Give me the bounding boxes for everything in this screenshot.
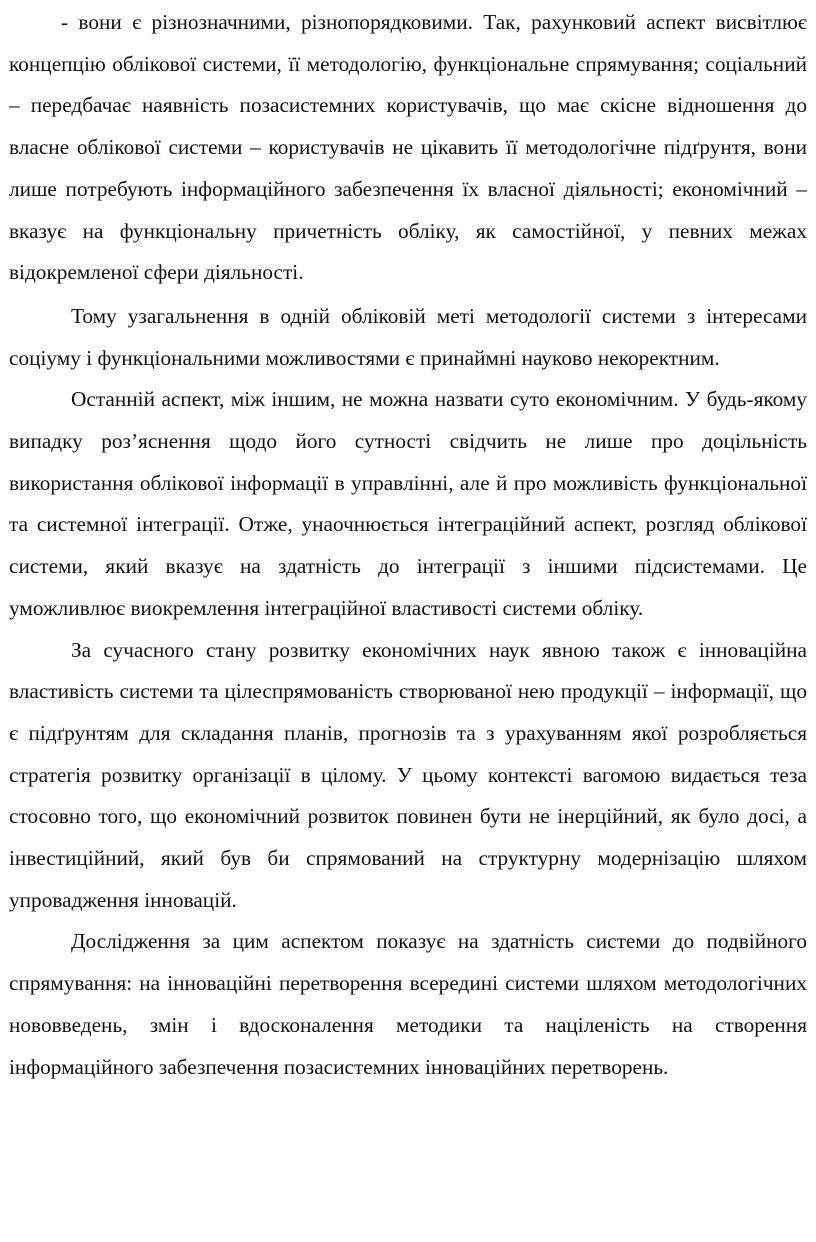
paragraph-1: - вони є різнозначними, різнопорядковими. Так, рахунковий аспект висвітлює концепцію облікової системи, її методологію, функціональне спрямування; соціальний – передбачає наявність позасистемних користувачів, що має скісне відношення до власне облікової системи – користувачів не цікавить її методологічне підґрунтя, вони лише потребують інформаційного забезпечення їх власної діяльності; економічний – вказує на функціональну причетність обліку, як самостійної, у певних межах відокремленої сфери діяльності. [9,10,807,285]
paragraph-3: Останній аспект, між іншим, не можна назвати суто економічним. У будь-якому випадку роз’яснення щодо його сутності свідчить не лише про доцільність використання облікової інформації в управлінні, але й про можливість функціональної та системної інтеграції. Отже, унаочнюється інтеграційний аспект, розгляд облікової системи, який вказує на здатність до інтеграції з іншими підсистемами. Це уможливлює виокремлення інтеграційної властивості системи обліку. [9,387,807,620]
paragraph-2: Тому узагальнення в одній обліковій меті методології системи з інтересами соціуму і функціональними можливостями є принаймні науково некоректним. [9,303,807,370]
paragraph-4: За сучасного стану розвитку економічних наук явною також є інноваційна властивість системи та цілеспрямованість створюваної нею продукції – інформації, що є підґрунтям для складання планів, прогнозів та з урахуванням якої розробляється стратегія розвитку організації в цілому. У цьому контексті вагомою видається теза стосовно того, що економічний розвиток повинен бути не інерційний, як було досі, а інвестиційний, який був би спрямований на структурну модернізацію шляхом упровадження інновацій. [9,637,807,912]
document-page [9,2,807,1088]
paragraph-5: Дослідження за цим аспектом показує на здатність системи до подвійного спрямування: на інноваційні перетворення всередині системи шляхом методологічних нововведень, змін і вдосконалення методики та націленість на створення інформаційного забезпечення позасистемних інноваційних перетворень. [9,929,807,1079]
